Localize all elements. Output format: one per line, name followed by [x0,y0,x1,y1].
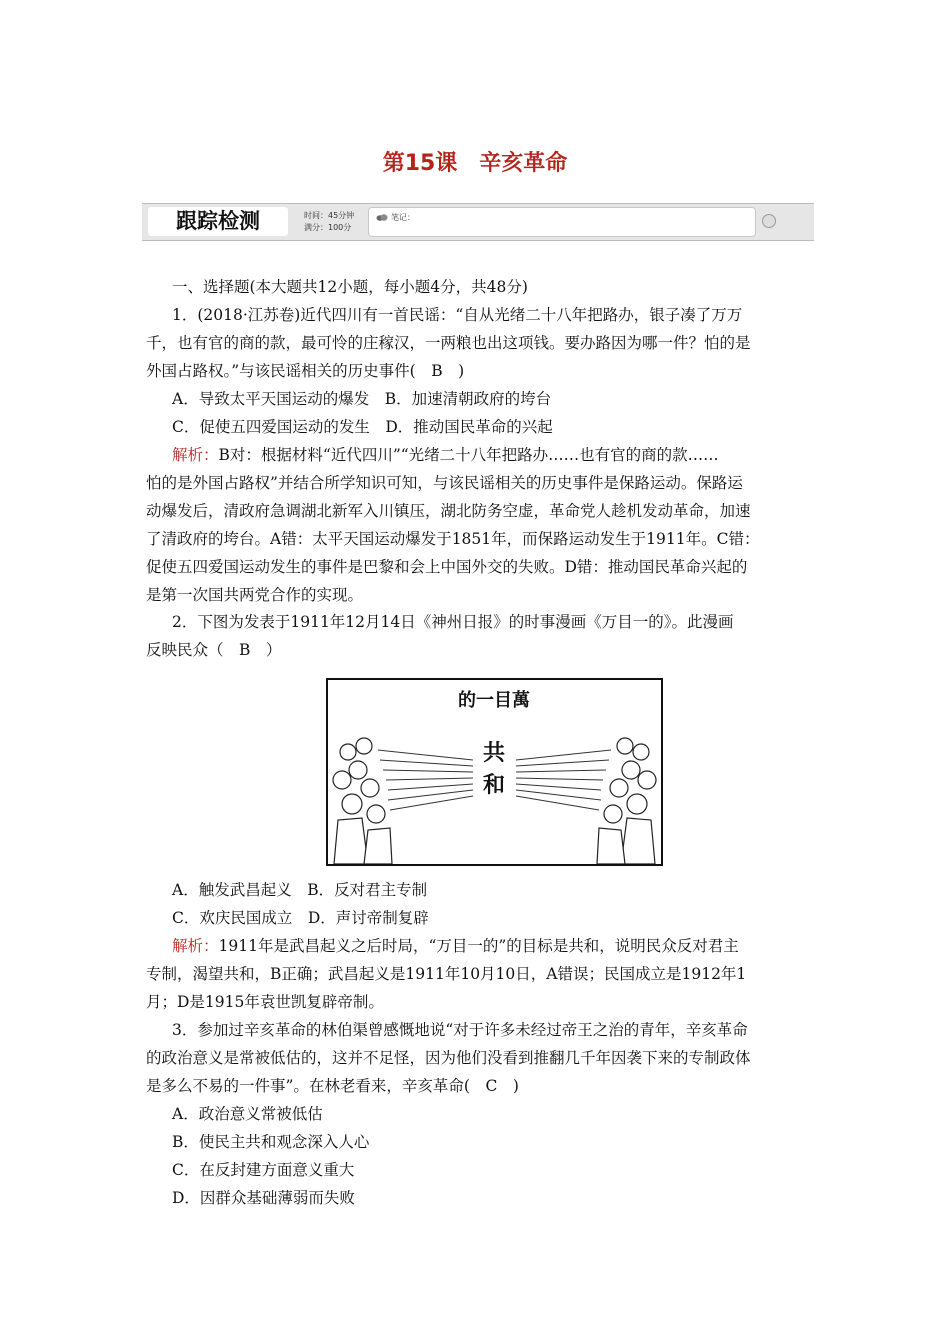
q1-option: C．促使五四爱国运动的发生 D．推动国民革命的兴起 [172,418,553,436]
q1-line: 外国占路权。”与该民谣相关的历史事件( B ) [146,362,465,380]
analysis-text: B对：根据材料“近代四川”“光绪二十八年把路办……也有官的商的款…… [218,446,719,464]
q3-option: D．因群众基础薄弱而失败 [172,1189,355,1207]
notes-box[interactable] [368,207,756,237]
globe-icon [762,214,776,228]
cartoon-center-2: 和 [482,773,506,798]
q3-line: 是多么不易的一件事”。在林老看来，辛亥革命( C ) [146,1077,519,1095]
q2-option: C．欢庆民国成立 D．声讨帝制复辟 [172,909,429,927]
analysis-label: 解析： [172,937,219,955]
q1-option: A．导致太平天国运动的爆发 B．加速清朝政府的垮台 [172,390,552,408]
notes-label: 笔记： [391,213,415,222]
cloud-icon [376,213,388,221]
q2-analysis-line: 月；D是1915年袁世凯复辟帝制。 [146,993,384,1011]
analysis-label: 解析： [172,446,219,464]
crowd-right [597,738,656,864]
q3-option: B．使民主共和观念深入人心 [172,1133,370,1151]
q2-line: 反映民众（ B ） [146,641,282,659]
q3-option: A．政治意义常被低估 [172,1105,323,1123]
cartoon-drawing [328,680,661,864]
analysis-text: 1911年是武昌起义之后时局，“万目一的”的目标是共和，说明民众反对君主 [218,937,739,955]
cartoon-center-1: 共 [482,741,506,766]
q3-line: 的政治意义是常被低估的，这并不足怪，因为他们没看到推翻几千年因袭下来的专制政体 [146,1049,751,1067]
q2-analysis [172,936,739,956]
tracking-banner [142,203,814,241]
q2-line: 2．下图为发表于1911年12月14日《神州日报》的时事漫画《万目一的》。此漫画 [172,613,734,631]
full-score: 满分：100分 [304,223,352,232]
section-header: 一、选择题(本大题共12小题，每小题4分，共48分) [172,278,528,296]
crowd-left [333,738,392,864]
q2-option: A．触发武昌起义 B．反对君主专制 [172,881,428,899]
q1-analysis-line: 怕的是外国占路权”并结合所学知识可知，与该民谣相关的历史事件是保路运动。保路运 [146,474,743,492]
q1-analysis-line: 是第一次国共两党合作的实现。 [146,586,364,604]
q1-analysis-line: 动爆发后，清政府急调湖北新军入川镇压，湖北防务空虚，革命党人趁机发动革命，加速 [146,502,751,520]
q1-line: 1．(2018·江苏卷)近代四川有一首民谣：“自从光绪二十八年把路办，银子凑了万万 [172,306,743,324]
q1-analysis-line: 促使五四爱国运动发生的事件是巴黎和会上中国外交的失败。D错：推动国民革命兴起的 [146,558,748,576]
q1-line: 千，也有官的商的款，最可怜的庄稼汉，一两粮也出这项钱。要办路因为哪一件？怕的是 [146,334,751,352]
banner-meta [304,210,354,234]
q2-analysis-line: 专制，渴望共和，B正确；武昌起义是1911年10月10日，A错误；民国成立是1912年1 [146,965,747,983]
q1-analysis [172,445,719,465]
q3-option: C．在反封建方面意义重大 [172,1161,355,1179]
q3-line: 3．参加过辛亥革命的林伯渠曾感慨地说“对于许多未经过帝王之治的青年，辛亥革命 [172,1021,748,1039]
cartoon-caption: 的一目萬 [458,690,530,711]
page-title: 第15课 辛亥革命 [382,151,568,176]
banner-label: 跟踪检测 [148,207,288,236]
q1-analysis-line: 了清政府的垮台。A错：太平天国运动爆发于1851年，而保路运动发生于1911年。C错： [146,530,760,548]
cartoon-image [326,678,663,866]
time-limit: 时间：45分钟 [304,211,355,220]
